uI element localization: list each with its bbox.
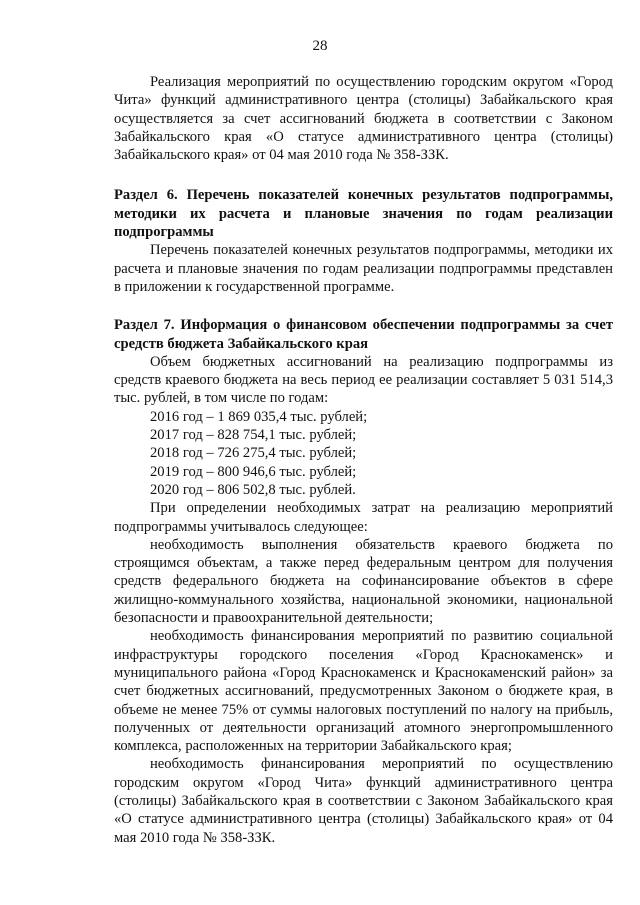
year-funding-item: 2017 год – 828 754,1 тыс. рублей; (150, 427, 357, 444)
section-7-total-paragraph: Объем бюджетных ассигнований на реализацию подпрограммы из средств краевого бюджета на весь период ее реализации составляет 5 031 514,3 тыс. рублей, в том числе по годам: (114, 353, 613, 407)
year-funding-item: 2016 год – 1 869 035,4 тыс. рублей; (150, 408, 368, 425)
intro-paragraph: Реализация мероприятий по осуществлению городским округом «Город Чита» функций административного центра (столицы) Забайкальского края осуществляется за счет ассигнований бюджета в соответствии с Законом Забайкальского края «О статусе административного центра (столицы) Забайкальского края» от 04 мая 2010 года № 358-ЗЗК. (114, 74, 613, 164)
section-7-heading: Раздел 7. Информация о финансовом обеспечении подпрограммы за счет средств бюджета Забайкальского края (114, 317, 613, 352)
consideration-paragraph: необходимость финансирования мероприятий по развитию социальной инфраструктуры городского поселения «Город Краснокаменск» и муниципального района «Город Краснокаменск и Краснокаменский район» за счет бюджетных ассигнований, предусмотренных Законом о бюджете края, в объеме не менее 75% от суммы налоговых поступлений по налогу на прибыль, полученных от деятельности организаций атомного энергопромышленного комплекса, расположенных на территории Забайкальского края; (114, 628, 613, 755)
year-funding-item: 2020 год – 806 502,8 тыс. рублей. (150, 481, 356, 498)
document-body (114, 73, 613, 847)
section-6-heading: Раздел 6. Перечень показателей конечных результатов подпрограммы, методики их расчета и плановые значения по годам реализации подпрограммы (114, 187, 613, 241)
consideration-paragraph: необходимость выполнения обязательств краевого бюджета по строящимся объектам, а также перед федеральным центром для получения средств федерального бюджета на софинансирование объектов в сфере жилищно-коммунального хозяйства, национальной экономики, национальной безопасности и правоохранительной деятельности; (114, 536, 613, 627)
consideration-paragraph: необходимость финансирования мероприятий по осуществлению городским округом «Город Чита» функций административного центра (столицы) Забайкальского края в соответствии с Законом Забайкальского края «О статусе административного центра (столицы) Забайкальского края» от 04 мая 2010 года № 358-ЗЗК. (114, 756, 613, 846)
year-funding-item: 2018 год – 726 275,4 тыс. рублей; (150, 445, 357, 462)
considerations-intro: При определении необходимых затрат на реализацию мероприятий подпрограммы учитывалось следующее: (114, 500, 613, 535)
section-6-paragraph: Перечень показателей конечных результатов подпрограммы, методики их расчета и плановые значения по годам реализации подпрограммы представлен в приложении к государственной программе. (114, 242, 613, 295)
year-funding-list (114, 408, 613, 499)
year-funding-item: 2019 год – 800 946,6 тыс. рублей; (150, 463, 357, 480)
page-number: 28 (312, 38, 328, 54)
